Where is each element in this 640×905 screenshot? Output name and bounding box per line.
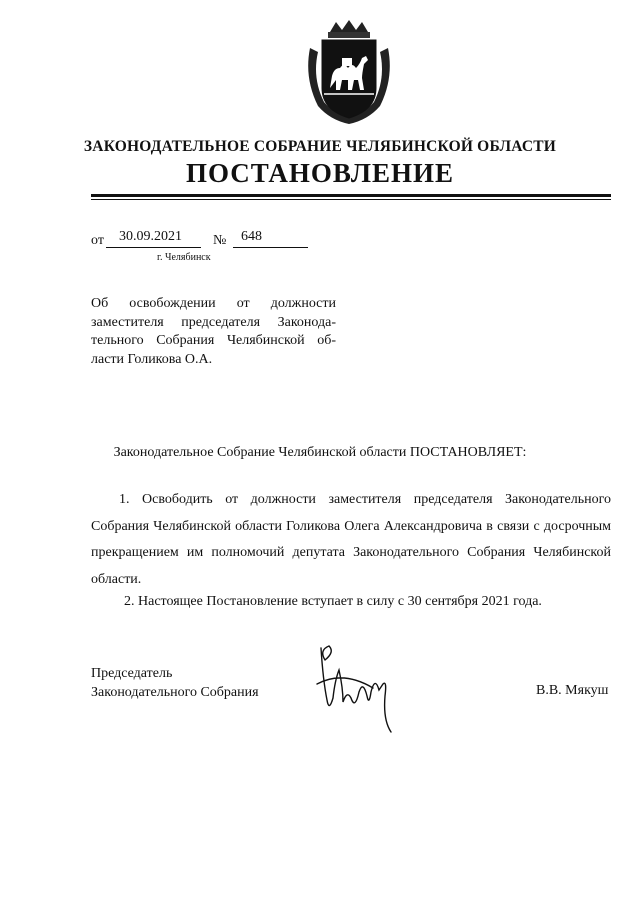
document-date: 30.09.2021 bbox=[119, 229, 182, 244]
document-city: г. Челябинск bbox=[157, 252, 211, 263]
resolution-item-2: 2. Настоящее Постановление вступает в силу с 30 сентября 2021 года. bbox=[124, 594, 542, 609]
signatory-title-line-2: Законодательного Собрания bbox=[91, 684, 259, 700]
resolution-item-1-text: 1. Освободить от должности заместителя председателя Законодательного Собрания Челябинской области Голикова Олега Александровича в связи с досрочным прекращением им полномочий депутата Законодательного Собрания Челябинской области. bbox=[91, 492, 611, 587]
organization-name: ЗАКОНОДАТЕЛЬНОЕ СОБРАНИЕ ЧЕЛЯБИНСКОЙ ОБЛАСТИ bbox=[83, 138, 557, 155]
coat-of-arms-icon bbox=[300, 18, 398, 126]
handwritten-signature-icon bbox=[313, 640, 403, 740]
subject-line-4: ласти Голикова О.А. bbox=[91, 351, 213, 367]
signatory-title bbox=[91, 665, 259, 702]
signatory-name: В.В. Мякуш bbox=[536, 683, 609, 698]
resolution-item-1 bbox=[91, 487, 611, 593]
document-subject bbox=[91, 295, 336, 369]
resolution-preamble: Законодательное Собрание Челябинской области ПОСТАНОВЛЯЕТ: bbox=[113, 445, 527, 460]
subject-line-2: заместителя председателя Законода- bbox=[91, 314, 336, 330]
signatory-title-line-1: Председатель bbox=[91, 666, 173, 681]
number-label: № bbox=[213, 233, 227, 248]
subject-line-1: Об освобождении от должности bbox=[91, 296, 336, 311]
subject-line-3: тельного Собрания Челябинской об- bbox=[91, 333, 336, 348]
document-type-title: ПОСТАНОВЛЕНИЕ bbox=[185, 158, 455, 188]
document-meta bbox=[91, 229, 331, 249]
header-divider-thick bbox=[91, 194, 611, 197]
document-number: 648 bbox=[241, 229, 262, 244]
header-divider-thin bbox=[91, 199, 611, 200]
date-prefix: от bbox=[91, 233, 104, 248]
